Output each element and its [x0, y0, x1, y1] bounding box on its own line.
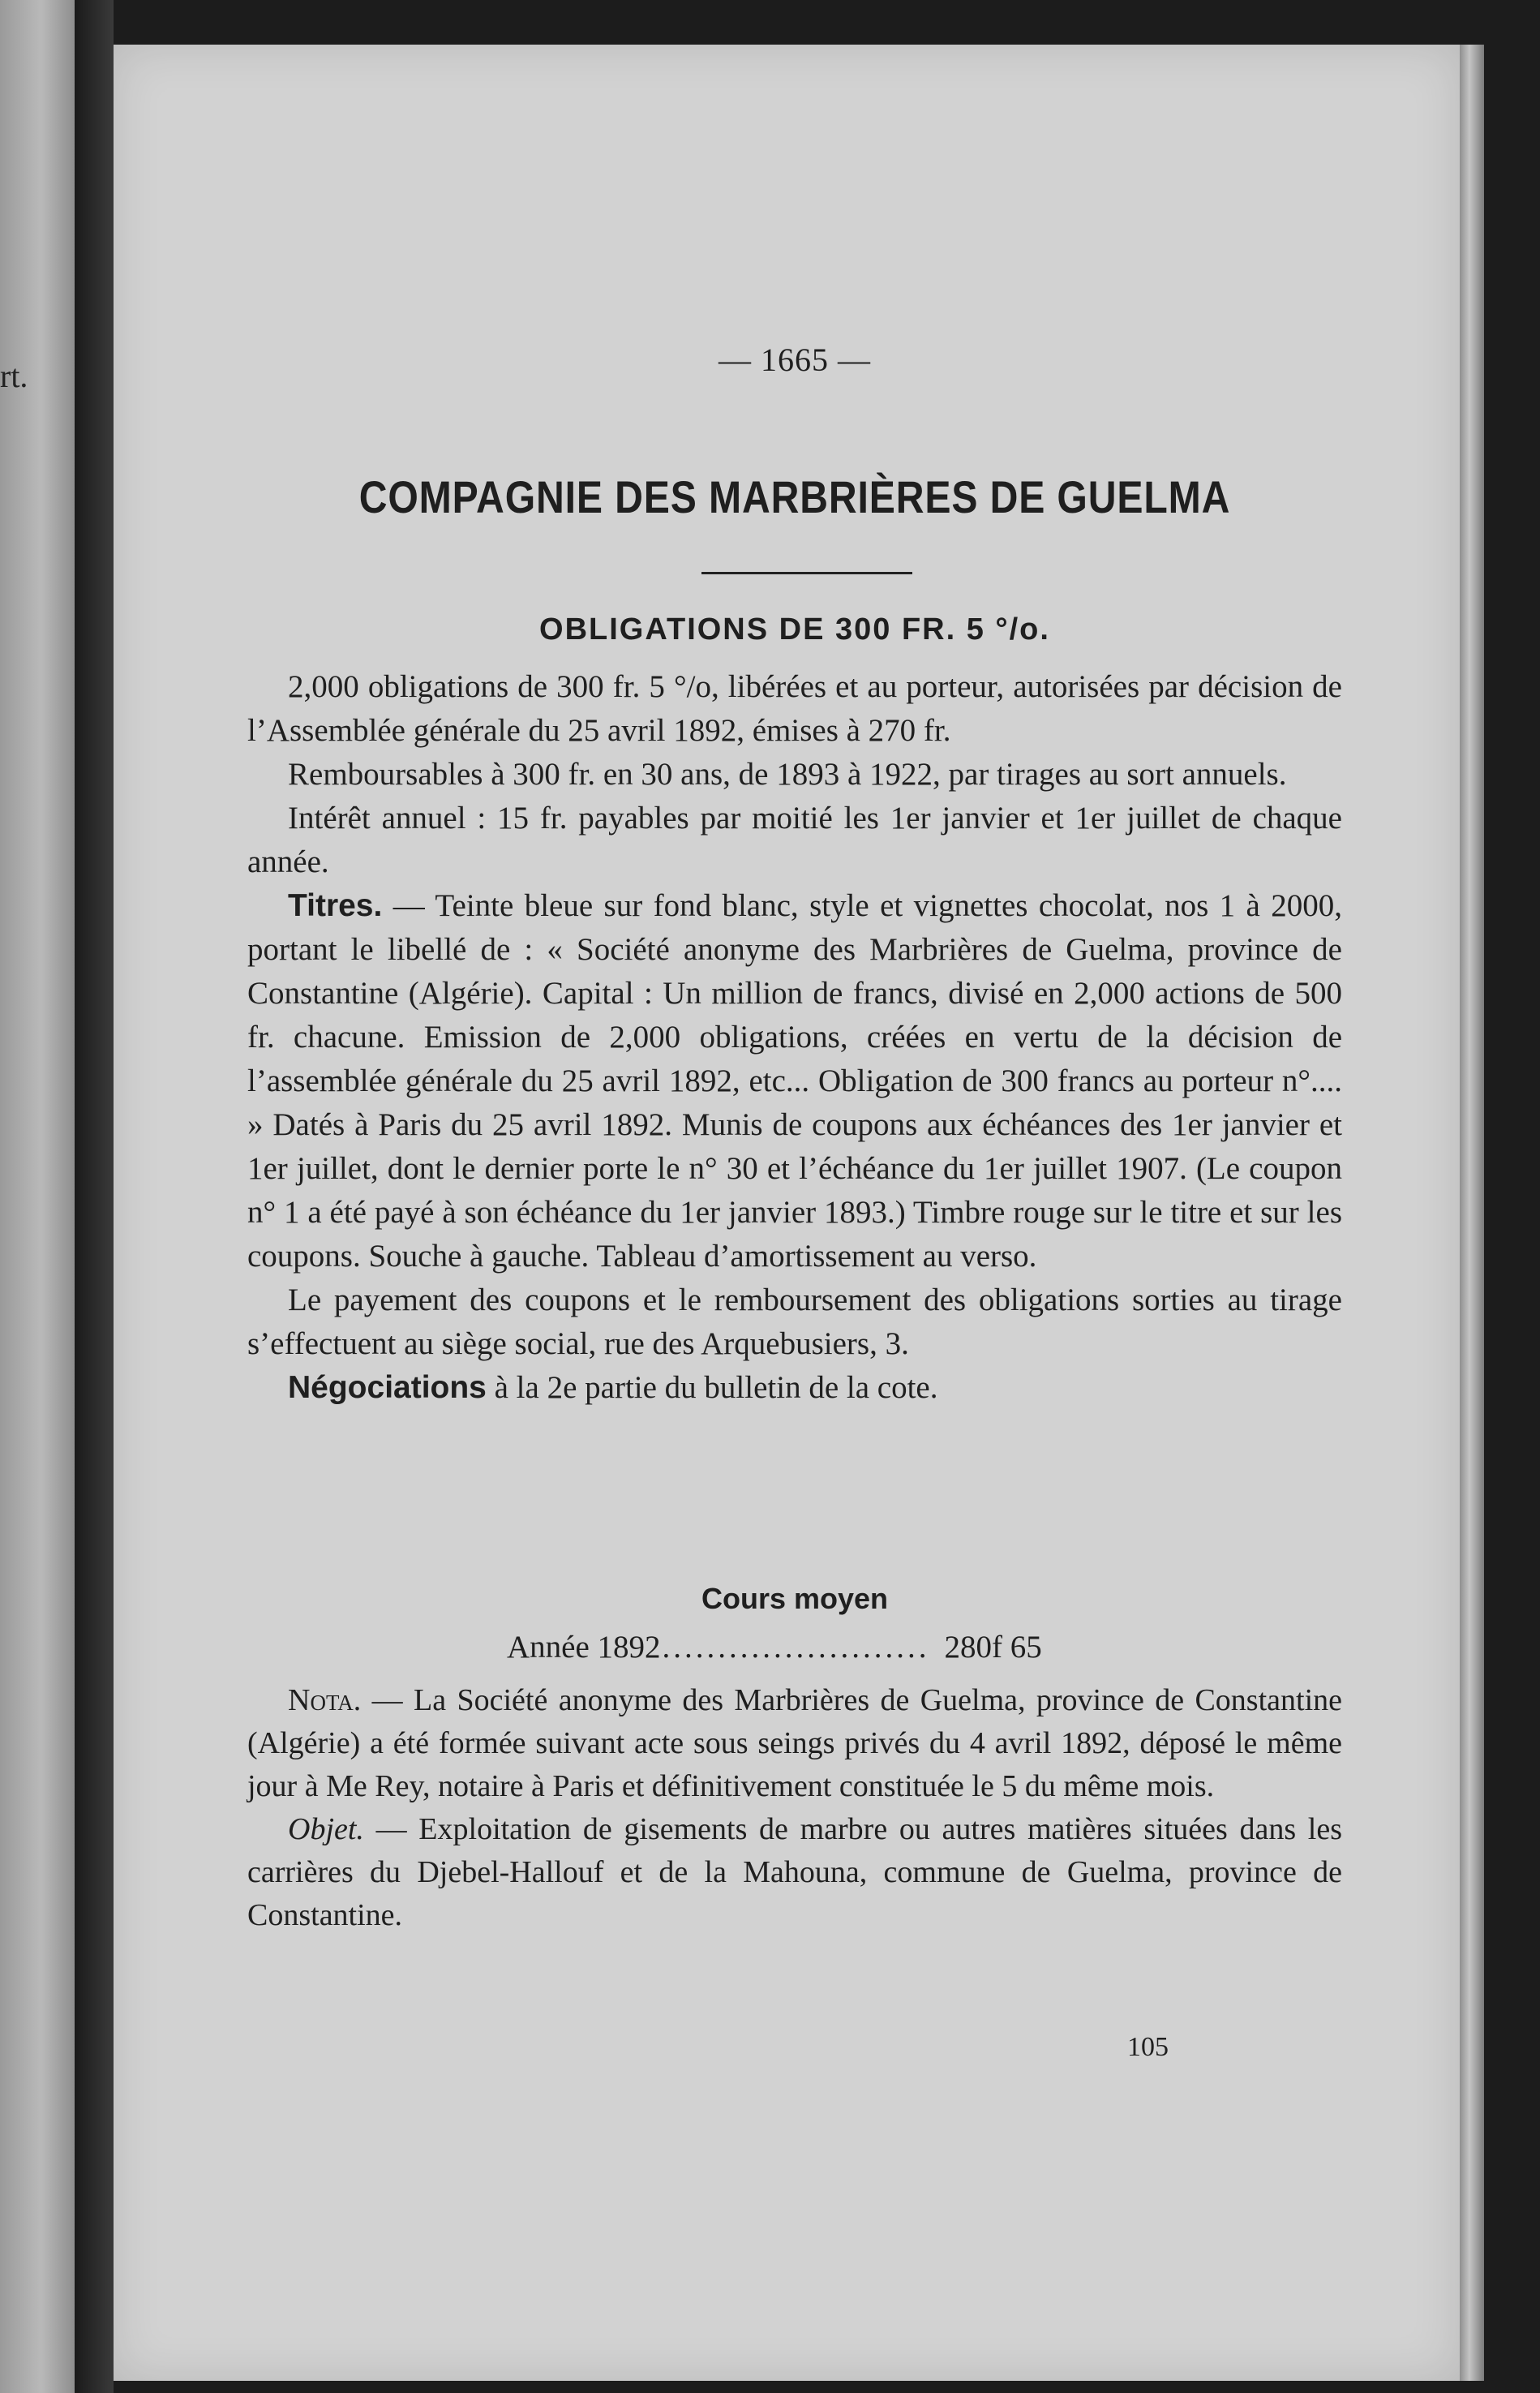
adjacent-page — [0, 0, 75, 2393]
year-label: Année 1892 — [507, 1630, 661, 1665]
paragraph-titres: Titres. — Teinte bleue sur fond blanc, style et vignettes chocolat, nos 1 à 2000, portant le libellé de : « Société anonyme des Marbrières de Guelma, province de Constantine (Algérie). Capital : Un million de francs, divisé en 2,000 actions de 500 fr. chacune. Emission de 2,000 obligations, créées en vertu de la décision de l’assemblée générale du 25 avril 1892, etc... Obligation de 300 francs au porteur n°.... » Datés à Paris du 25 avril 1892. Munis de coupons aux échéances des 1er janvier et 1er juillet, dont le dernier porte le n° 30 et l’échéance du 1er juillet 1907. (Le coupon n° 1 a été payé à son échéance du 1er janvier 1893.) Timbre rouge sur le titre et sur les coupons. Souche à gauche. Tableau d’amortissement au verso. — [247, 888, 1342, 1274]
lead-titres: Titres. — [288, 888, 383, 923]
price-value: 280f 65 — [944, 1630, 1042, 1665]
page-edge — [1460, 45, 1484, 2381]
company-title: COMPAGNIE DES MARBRIÈRES DE GUELMA — [358, 471, 1231, 522]
paragraph: Intérêt annuel : 15 fr. payables par moitié les 1er janvier et 1er juillet de chaque année. — [247, 801, 1342, 879]
paragraph: 2,000 obligations de 300 fr. 5 °/o, libérées et au porteur, autorisées par décision de l’Assemblée générale du 25 avril 1892, émises à 270 fr. — [247, 669, 1342, 748]
notes-section — [247, 1679, 1342, 1937]
paragraph-negociations: Négociations à la 2e partie du bulletin de la cote. — [288, 1370, 938, 1405]
book-gutter — [75, 0, 114, 2393]
nota-paragraph: Nota. — La Société anonyme des Marbrières de Guelma, province de Constantine (Algérie) a été formée suivant acte sous seings privés du 4 avril 1892, déposé le même jour à Me Rey, notaire à Paris et définitivement constituée le 5 du même mois. — [247, 1683, 1342, 1803]
nota-label: Nota. — [288, 1683, 362, 1717]
body-text — [247, 665, 1342, 1410]
cours-moyen-row — [507, 1629, 1042, 1665]
paragraph: Le payement des coupons et le remboursement des obligations sorties au tirage s’effectuent au siège social, rue des Arquebusiers, 3. — [247, 1282, 1342, 1361]
page-number: — 1665 — — [719, 342, 871, 378]
section-heading: OBLIGATIONS DE 300 FR. 5 °/o. — [539, 612, 1050, 647]
signature-mark: 105 — [1127, 2032, 1169, 2062]
objet-label: Objet. — [288, 1812, 364, 1846]
cours-moyen-heading: Cours moyen — [701, 1582, 889, 1615]
adjacent-page-text: rt. — [0, 358, 28, 394]
title-rule — [701, 572, 912, 574]
lead-negociations: Négociations — [288, 1370, 487, 1405]
paragraph: Remboursables à 300 fr. en 30 ans, de 1893 à 1922, par tirages au sort annuels. — [288, 757, 1287, 792]
document-page — [114, 45, 1460, 2381]
objet-paragraph: Objet. — Exploitation de gisements de marbre ou autres matières situées dans les carrières du Djebel-Hallouf et de la Mahouna, commune de Guelma, province de Constantine. — [247, 1812, 1342, 1932]
dot-leader: ........................ — [662, 1630, 930, 1665]
